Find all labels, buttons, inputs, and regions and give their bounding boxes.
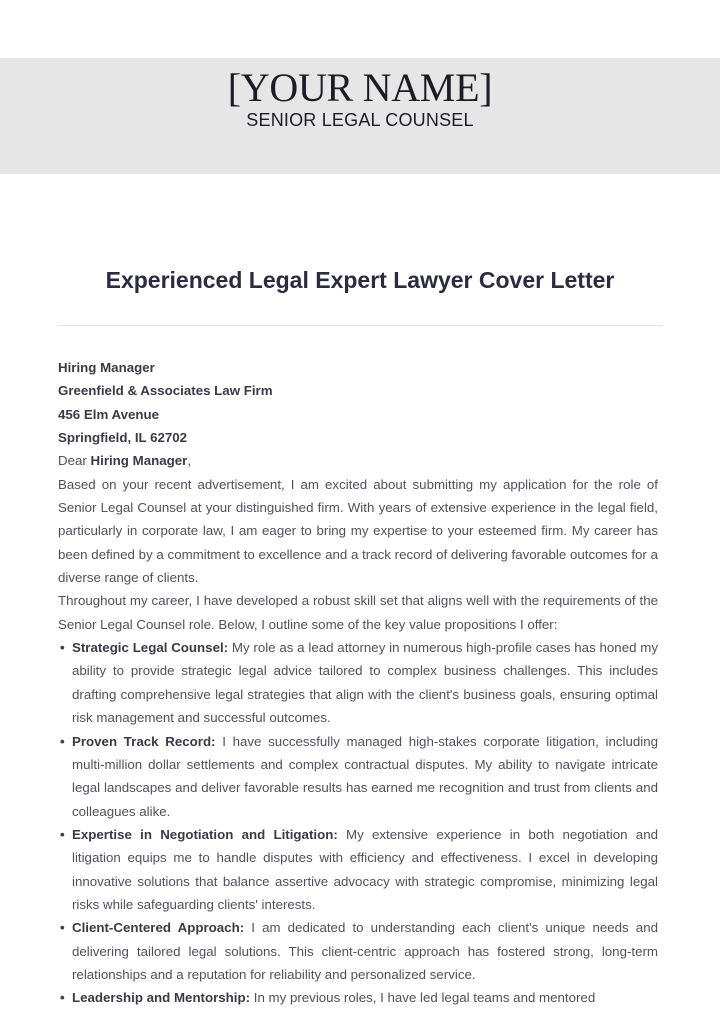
bullet-icon: • bbox=[60, 733, 65, 749]
salutation-prefix: Dear bbox=[58, 453, 91, 469]
salutation bbox=[58, 449, 658, 472]
salutation-name: Hiring Manager bbox=[90, 453, 188, 469]
list-item-text: In my previous roles, I have led legal teams and mentored bbox=[250, 990, 596, 1006]
divider bbox=[58, 325, 663, 326]
list-item bbox=[58, 986, 658, 1009]
list-item-text: My role as a lead attorney in numerous high-profile cases has honed my ability to provide strategic legal advice tailored to complex business challenges. This includes drafting comprehensive legal strategies that align with the client's business goals, ensuring optimal risk management and successful outcomes. bbox=[72, 640, 658, 726]
value-propositions-list bbox=[58, 636, 658, 1010]
list-item-heading: Client-Centered Approach: bbox=[72, 920, 245, 936]
letter-body bbox=[58, 356, 658, 1010]
recipient-city: Springfield, IL 62702 bbox=[58, 430, 188, 446]
recipient-name: Hiring Manager bbox=[58, 360, 155, 375]
intro-paragraph: Based on your recent advertisement, I am excited about submitting my application for the role of Senior Legal Counsel at your distinguished firm. With years of extensive experience in the legal field, particularly in corporate law, I am eager to bring my expertise to your esteemed firm. My career has been defined by a commitment to excellence and a track record of delivering favorable outcomes for a diverse range of clients. bbox=[58, 476, 658, 586]
bullet-icon: • bbox=[60, 826, 65, 842]
list-item bbox=[58, 636, 658, 729]
list-item-text: I have successfully managed high-stakes corporate litigation, including multi-million dollar settlements and complex contractual disputes. My ability to navigate intricate legal landscapes and deliver favorable results has earned me recognition and trust from clients and colleagues alike. bbox=[72, 733, 658, 819]
list-item-heading: Leadership and Mentorship: bbox=[72, 990, 251, 1006]
job-title: SENIOR LEGAL COUNSEL bbox=[246, 110, 474, 130]
bullet-icon: • bbox=[60, 990, 65, 1006]
list-item-text: I am dedicated to understanding each client's unique needs and delivering tailored legal solutions. This client-centric approach has fostered strong, long-term relationships and a reputation for reliability and personalized service. bbox=[72, 920, 658, 982]
list-item-heading: Strategic Legal Counsel: bbox=[72, 640, 229, 656]
list-item bbox=[58, 730, 658, 823]
bullet-icon: • bbox=[60, 920, 65, 936]
list-item-text: My extensive experience in both negotiation and litigation equips me to handle disputes with efficiency and effectiveness. I excel in developing innovative solutions that balance assertive advocacy with strategic compromise, minimizing legal risks while safeguarding clients' interests. bbox=[72, 826, 658, 912]
list-item bbox=[58, 823, 658, 916]
list-item bbox=[58, 916, 658, 986]
salutation-suffix: , bbox=[187, 453, 192, 469]
recipient-street: 456 Elm Avenue bbox=[58, 406, 160, 422]
list-item-heading: Expertise in Negotiation and Litigation: bbox=[72, 826, 338, 842]
list-item-heading: Proven Track Record: bbox=[72, 733, 216, 749]
recipient-firm: Greenfield & Associates Law Firm bbox=[58, 383, 273, 399]
document-title: Experienced Legal Expert Lawyer Cover Letter bbox=[105, 267, 615, 293]
skills-intro-paragraph: Throughout my career, I have developed a robust skill set that aligns well with the requirements of the Senior Legal Counsel role. Below, I outline some of the key value propositions I offer: bbox=[58, 593, 658, 632]
bullet-icon: • bbox=[60, 640, 65, 656]
name-heading: [YOUR NAME] bbox=[227, 65, 493, 110]
